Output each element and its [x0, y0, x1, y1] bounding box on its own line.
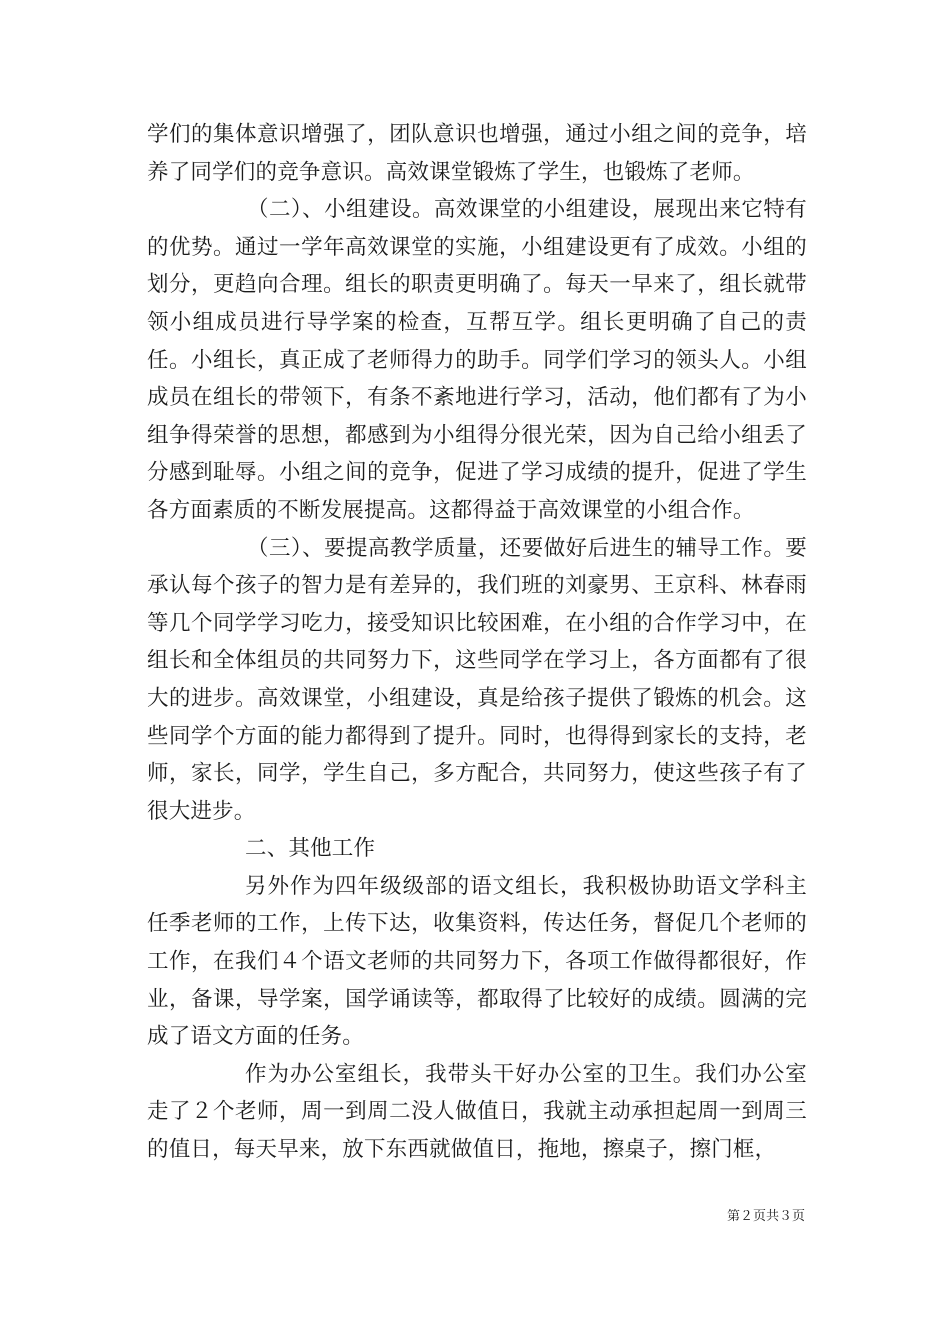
page-footer: 第２页共３页	[726, 1209, 805, 1224]
paragraph-1: 学们的集体意识增强了，团队意识也增强，通过小组之间的竞争，培养了同学们的竞争意识。高效课堂锻炼了学生，也锻炼了老师。	[147, 122, 807, 185]
paragraph-4: 另外作为四年级级部的语文组长，我积极协助语文学科主任季老师的工作，上传下达，收集资料，传达任务，督促几个老师的工作，在我们４个语文老师的共同努力下，各项工作做得都很好，作业，备课，导学案，国学诵读等，都取得了比较好的成绩。圆满的完成了语文方面的任务。	[147, 873, 807, 1050]
section-heading: 二、其他工作	[245, 836, 376, 862]
paragraph-2: （二）、小组建设。高效课堂的小组建设，展现出来它特有的优势。通过一学年高效课堂的实施，小组建设更有了成效。小组的划分，更趋向合理。组长的职责更明确了。每天一早来了，组长就带领小组成员进行导学案的检查，互帮互学。组长更明确了自己的责任。小组长，真正成了老师得力的助手。同学们学习的领头人。小组成员在组长的带领下，有条不紊地进行学习，活动，他们都有了为小组争得荣誉的思想，都感到为小组得分很光荣，因为自己给小组丢了分感到耻辱。小组之间的竞争，促进了学习成绩的提升，促进了学生各方面素质的不断发展提高。这都得益于高效课堂的小组合作。	[147, 197, 807, 523]
paragraph-3: （三）、要提高教学质量，还要做好后进生的辅导工作。要承认每个孩子的智力是有差异的，我们班的刘豪男、王京科、林春雨等几个同学学习吃力，接受知识比较困难，在小组的合作学习中，在组长和全体组员的共同努力下，这些同学在学习上，各方面都有了很大的进步。高效课堂，小组建设，真是给孩子提供了锻炼的机会。这些同学个方面的能力都得到了提升。同时，也得得到家长的支持，老师，家长，同学，学生自己，多方配合，共同努力，使这些孩子有了很大进步。	[147, 535, 807, 824]
document-body	[147, 116, 807, 1169]
paragraph-5: 作为办公室组长，我带头干好办公室的卫生。我们办公室走了２个老师，周一到周二没人做值日，我就主动承担起周一到周三的值日，每天早来，放下东西就做值日，拖地，擦桌子，擦门框，	[147, 1061, 807, 1163]
